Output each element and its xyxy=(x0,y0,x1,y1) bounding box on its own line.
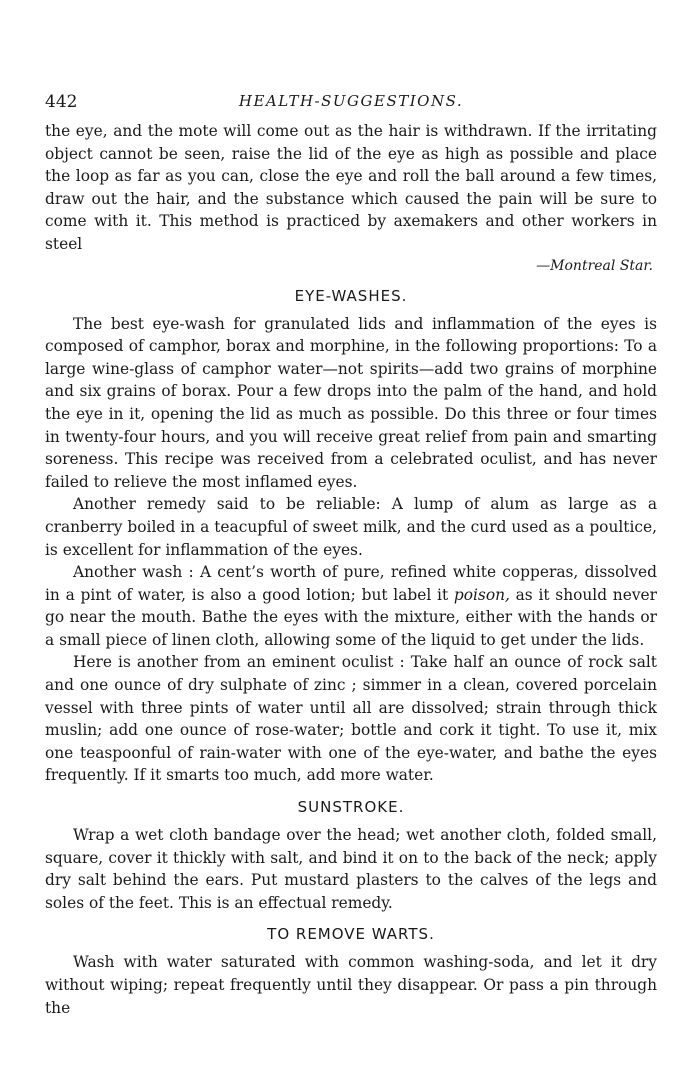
paragraph-text: Another wash : A cent’s worth of pure, refined white copperas, dissolved in a pint of water, is also a good lotion; but label it xyxy=(45,563,657,604)
running-title: HEALTH-SUGGESTIONS. xyxy=(238,92,464,110)
source-attribution: —Montreal Star. xyxy=(536,257,653,274)
book-page xyxy=(45,92,657,1019)
eye-washes-paragraph-2: Another remedy said to be reliable: A lump of alum as large as a cranberry boiled in a teacupful of sweet milk, and the curd used as a poultice, is excellent for inflammation of the eyes. xyxy=(45,495,657,559)
italic-word-poison: poison, xyxy=(453,585,510,604)
paragraph-text: as it should never go near the mouth. Bathe the eyes with the mixture, either with the hands or a small piece of linen cloth, allowing some of the liquid to get under the lids. xyxy=(45,585,657,649)
sunstroke-paragraph: Wrap a wet cloth bandage over the head; wet another cloth, folded small, square, cover it thickly with salt, and bind it on to the back of the neck; apply dry salt behind the ears. Put mustard plasters to the calves of the legs and soles of the feet. This is an effectual remedy. xyxy=(45,826,657,912)
eye-washes-paragraph-1: The best eye-wash for granulated lids and inflammation of the eyes is composed of camphor, borax and morphine, in the following proportions: To a large wine-glass of camphor water—not spirits—add two grains of morphine and six grains of borax. Pour a few drops into the palm of the hand, and hold the eye in it, opening the lid as much as possible. Do this three or four times in twenty-four hours, and you will receive great relief from pain and smarting soreness. This recipe was received from a celebrated oculist, and has never failed to relieve the most inflamed eyes. xyxy=(45,314,657,491)
section-heading-eye-washes: EYE-WASHES. xyxy=(294,286,408,305)
running-head xyxy=(45,92,657,120)
section-heading-remove-warts: TO REMOVE WARTS. xyxy=(267,925,435,944)
intro-paragraph: the eye, and the mote will come out as the hair is withdrawn. If the irritating object cannot be seen, raise the lid of the eye as high as possible and place the loop as far as you can, close the eye and roll the ball around a few times, draw out the hair, and the substance which caused the pain will be sure to come with it. This method is practiced by axemakers and other workers in steel xyxy=(45,122,657,253)
section-heading-sunstroke: SUNSTROKE. xyxy=(297,798,405,817)
warts-paragraph: Wash with water saturated with common washing-soda, and let it dry without wiping; repeat frequently until they disappear. Or pass a pin through the xyxy=(45,953,657,1017)
eye-washes-paragraph-4: Here is another from an eminent oculist : Take half an ounce of rock salt and one ounce of dry sulphate of zinc ; simmer in a clean, covered porcelain vessel with three pints of water until all are dissolved; strain through thick muslin; add one ounce of rose-water; bottle and cork it tight. To use it, mix one teaspoonful of rain-water with one of the eye-water, and bathe the eyes frequently. If it smarts too much, add more water. xyxy=(45,653,657,785)
page-number: 442 xyxy=(45,92,78,112)
eye-washes-paragraph-3 xyxy=(45,561,657,651)
